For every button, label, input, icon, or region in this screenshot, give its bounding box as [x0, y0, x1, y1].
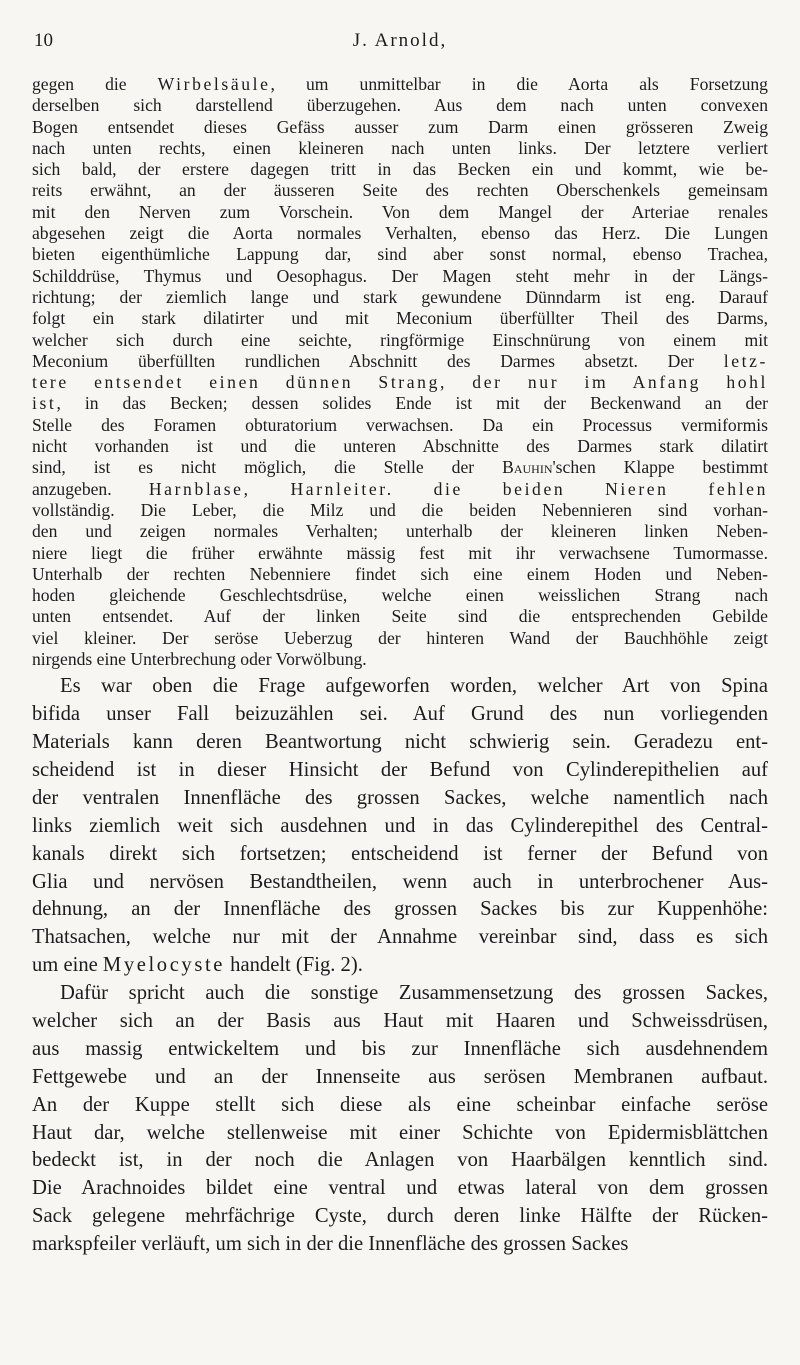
page-number: 10 — [34, 30, 53, 51]
text-line: gegen die Wirbelsäule, um unmittelbar in die Aorta als Forsetzung — [32, 74, 768, 94]
text-line: unten entsendet. Auf der linken Seite sind die entsprechenden Gebilde — [32, 606, 768, 627]
text-line: abgesehen zeigt die Aorta normales Verhalten, ebenso das Herz. Die Lungen — [32, 223, 768, 244]
text-line: scheidend ist in dieser Hinsicht der Befund von Cylinderepithelien auf — [32, 758, 768, 781]
text-line: Schilddrüse, Thymus und Oesophagus. Der Magen steht mehr in der Längs- — [32, 265, 768, 286]
text-line: hoden gleichende Geschlechtsdrüse, welche einen weisslichen Strang nach — [32, 585, 768, 606]
text-line: sind, ist es nicht möglich, die Stelle der Bauhin'schen Klappe bestimmt — [32, 457, 768, 478]
text-line: Materials kann deren Beantwortung nicht schwierig sein. Geradezu ent- — [32, 731, 768, 754]
body-paragraph-small — [32, 74, 768, 670]
text-line: welcher sich an der Basis aus Haut mit Haaren und Schweissdrüsen, — [32, 1010, 768, 1032]
body-paragraph-1 — [32, 673, 768, 980]
text-line: welcher sich durch eine seichte, ringförmige Einschnürung von einem mit — [32, 329, 768, 350]
text-line: richtung; der ziemlich lange und stark gewundene Dünndarm ist eng. Darauf — [32, 286, 768, 307]
text-line: Es war oben die Frage aufgeworfen worden, welcher Art von Spina — [60, 675, 768, 698]
text-line: Unterhalb der rechten Nebenniere findet sich eine einem Hoden und Neben- — [32, 563, 768, 584]
text-line: Fettgewebe und an der Innenseite aus serösen Membranen aufbaut. — [32, 1065, 768, 1088]
text-line: aus massig entwickeltem und bis zur Innenfläche sich ausdehnendem — [32, 1037, 768, 1060]
text-line: Meconium überfüllten rundlichen Abschnitt des Darmes absetzt. Der letz- — [32, 350, 768, 371]
text-line: kanals direkt sich fortsetzen; entscheidend ist ferner der Befund von — [32, 842, 768, 865]
text-line: derselben sich darstellend überzugehen. Aus dem nach unten convexen — [32, 95, 768, 116]
running-head: J. Arnold, — [352, 30, 448, 51]
text-line: um eine Myelocyste handelt (Fig. 2). — [32, 954, 363, 977]
text-line: nirgends eine Unterbrechung oder Vorwölbung. — [32, 649, 367, 670]
text-line: Glia und nervösen Bestandtheilen, wenn auch in unterbrochener Aus- — [32, 870, 768, 893]
text-line: der ventralen Innenfläche des grossen Sackes, welche namentlich nach — [32, 786, 768, 809]
text-line: ist, in das Becken; dessen solides Ende ist mit der Beckenwand an der — [32, 393, 768, 414]
text-line: bieten eigenthümliche Lappung dar, sind aber sonst normal, ebenso Trachea, — [32, 244, 768, 265]
body-paragraph-2 — [32, 980, 768, 1259]
text-line: mit den Nerven zum Vorschein. Von dem Mangel der Arteriae renales — [32, 201, 768, 222]
text-line: An der Kuppe stellt sich diese als eine scheinbar einfache seröse — [32, 1093, 768, 1116]
text-line: Stelle des Foramen obturatorium verwachsen. Da ein Processus vermiformis — [32, 414, 768, 435]
text-line: dehnung, an der Innenfläche des grossen Sackes bis zur Kuppenhöhe: — [32, 898, 768, 921]
text-line: tere entsendet einen dünnen Strang, der nur im Anfang hohl — [32, 372, 768, 393]
text-line: vollständig. Die Leber, die Milz und die beiden Nebennieren sind vorhan- — [32, 499, 768, 520]
text-line: viel kleiner. Der seröse Ueberzug der hinteren Wand der Bauchhöhle zeigt — [32, 627, 768, 648]
page-header — [32, 30, 768, 60]
text-line: sich bald, der erstere dagegen tritt in das Becken ein und kommt, wie be- — [32, 159, 768, 180]
text-line: bifida unser Fall beizuzählen sei. Auf Grund des nun vorliegenden — [32, 703, 768, 726]
text-line: folgt ein stark dilatirter und mit Meconium überfüllter Theil des Darms, — [32, 308, 768, 329]
text-line: Thatsachen, welche nur mit der Annahme vereinbar sind, dass es sich — [32, 926, 768, 949]
text-line: Haut dar, welche stellenweise mit einer Schichte von Epidermisblättchen — [32, 1121, 768, 1144]
text-line: anzugeben. Harnblase, Harnleiter. die beiden Nieren fehlen — [32, 478, 768, 499]
text-line: Die Arachnoides bildet eine ventral und etwas lateral von dem grossen — [32, 1177, 768, 1200]
text-line: nach unten rechts, einen kleineren nach unten links. Der letztere verliert — [32, 137, 768, 158]
page — [32, 30, 768, 1259]
text-line: reits erwähnt, an der äusseren Seite des rechten Oberschenkels gemeinsam — [32, 180, 768, 201]
text-line: bedeckt ist, in der noch die Anlagen von Haarbälgen kenntlich sind. — [32, 1149, 768, 1172]
text-line: Bogen entsendet dieses Gefäss ausser zum Darm einen grösseren Zweig — [32, 116, 768, 137]
text-line: markspfeiler verläuft, um sich in der die Innenfläche des grossen Sackes — [32, 1233, 629, 1256]
text-line: Dafür spricht auch die sonstige Zusammensetzung des grossen Sackes, — [60, 982, 768, 1005]
text-line: nicht vorhanden ist und die unteren Abschnitte des Darmes stark dilatirt — [32, 436, 768, 457]
text-line: den und zeigen normales Verhalten; unterhalb der kleineren linken Neben- — [32, 521, 768, 542]
text-line: links ziemlich weit sich ausdehnen und in das Cylinderepithel des Central- — [32, 814, 768, 837]
text-line: Sack gelegene mehrfächrige Cyste, durch deren linke Hälfte der Rücken- — [32, 1205, 768, 1228]
text-line: niere liegt die früher erwähnte mässig fest mit ihr verwachsene Tumormasse. — [32, 542, 768, 563]
